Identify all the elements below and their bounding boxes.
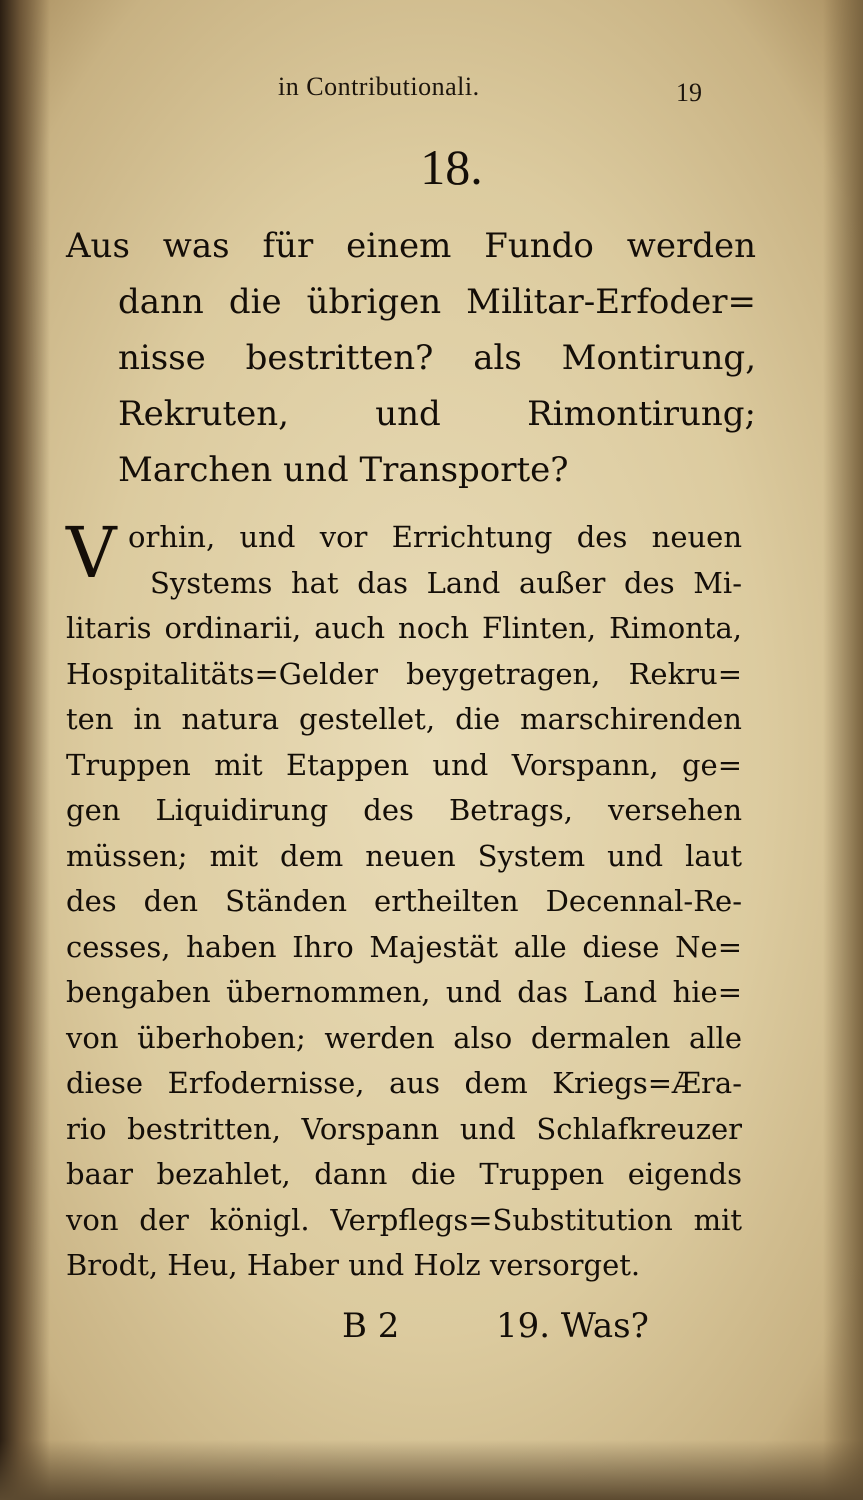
- question-line: Aus was für einem Fundo werden: [66, 226, 756, 266]
- question-line: dann die übrigen Militar-Erfoder=: [118, 282, 756, 322]
- paragraph-line: litaris ordinarii, auch noch Flinten, Rimonta,: [66, 611, 742, 645]
- paragraph-line: Hospitalitäts=Gelder beygetragen, Rekru=: [66, 656, 742, 691]
- question-line: nisse bestritten? als Montirung,: [118, 338, 756, 378]
- paragraph-line: Truppen mit Etappen und Vorspann, ge=: [66, 747, 742, 782]
- catchword: 19. Was?: [496, 1306, 649, 1346]
- paragraph-line: rio bestritten, Vorspann und Schlafkreuzer: [66, 1111, 742, 1146]
- binding-shadow: [0, 0, 50, 1500]
- paragraph-line: gen Liquidirung des Betrags, versehen: [66, 793, 742, 827]
- paragraph-line: bengaben übernommen, und das Land hie=: [66, 975, 742, 1009]
- drop-cap-initial: V: [66, 512, 117, 594]
- page-number: 19: [676, 78, 702, 107]
- paragraph-line: baar bezahlet, dann die Truppen eigends: [66, 1157, 742, 1191]
- paragraph-line: müssen; mit dem neuen System und laut: [66, 838, 742, 873]
- section-number: 18.: [420, 139, 483, 195]
- question-line: Marchen und Transporte?: [118, 450, 569, 490]
- paragraph-line: von überhoben; werden also dermalen alle: [66, 1020, 742, 1055]
- question-heading: [66, 218, 756, 498]
- paragraph-line: von der königl. Verpflegs=Substitution mit: [66, 1202, 742, 1237]
- paragraph-line: diese Erfodernisse, aus dem Kriegs=Æra-: [66, 1066, 742, 1100]
- paragraph-line: Systems hat das Land außer des Mi-: [150, 565, 742, 600]
- question-line: Rekruten, und Rimontirung;: [118, 394, 756, 434]
- paragraph-line: ten in natura gestellet, die marschirenden: [66, 702, 742, 736]
- answer-paragraph: [66, 512, 742, 1289]
- paragraph-line: des den Ständen ertheilten Decennal-Re-: [66, 884, 742, 918]
- edge-shadow: [823, 0, 863, 1500]
- paragraph-line: orhin, und vor Errichtung des neuen: [128, 520, 742, 554]
- signature-mark: B 2: [342, 1306, 400, 1346]
- paragraph-line: Brodt, Heu, Haber und Holz versorget.: [66, 1248, 641, 1282]
- bottom-edge-shadow: [0, 1440, 863, 1500]
- paragraph-line: cesses, haben Ihro Majestät alle diese Ne=: [66, 929, 742, 964]
- running-title: in Contributionali.: [278, 72, 480, 101]
